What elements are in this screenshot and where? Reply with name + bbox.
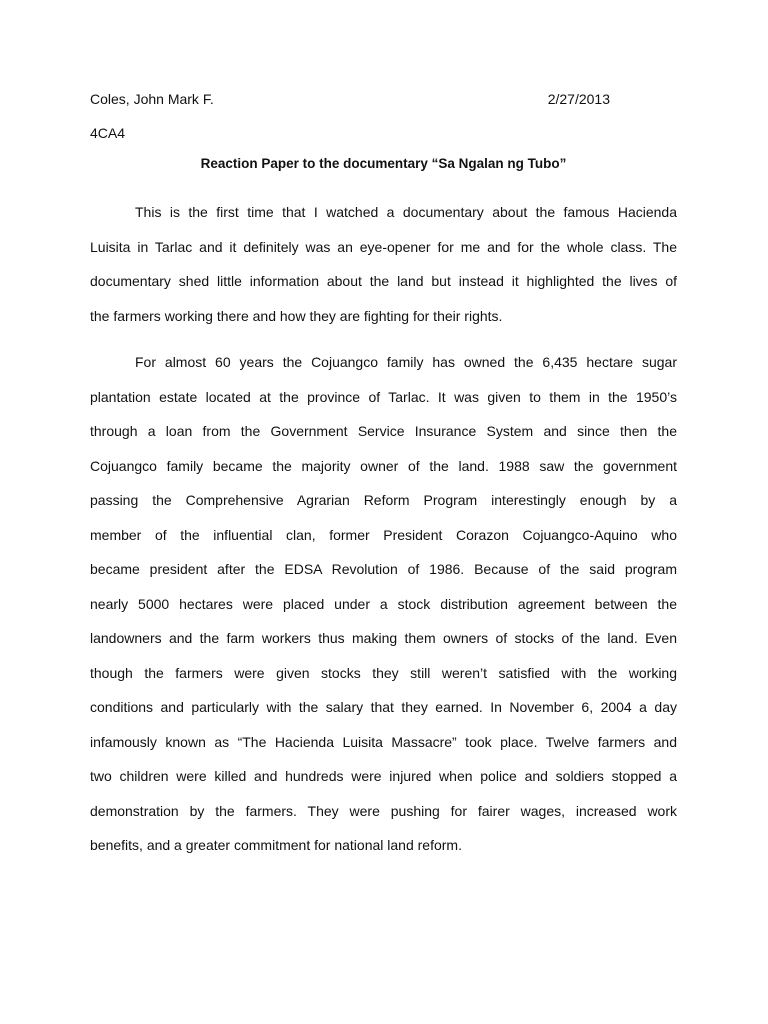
author-name: Coles, John Mark F. (90, 91, 214, 107)
paragraph-line: conditions and particularly with the salary that they earned. In November 6, 2004 a day (90, 699, 677, 715)
paragraph-2 (90, 352, 677, 870)
paragraph-line: though the farmers were given stocks they still weren’t satisfied with the working (90, 664, 677, 681)
paragraph-line: landowners and the farm workers thus making them owners of stocks of the land. Even (90, 630, 677, 646)
paragraph-line: benefits, and a greater commitment for national land reform. (90, 837, 462, 853)
paragraph-line: For almost 60 years the Cojuangco family has owned the 6,435 hectare sugar (135, 354, 677, 370)
paragraph-line: the farmers working there and how they are fighting for their rights. (90, 307, 503, 324)
paragraph-1 (90, 202, 677, 340)
header-row (90, 89, 610, 109)
paragraph-line: passing the Comprehensive Agrarian Reform Program interestingly enough by a (90, 492, 677, 508)
paragraph-line: demonstration by the farmers. They were pushing for fairer wages, increased work (90, 802, 677, 819)
paragraph-line: plantation estate located at the province of Tarlac. It was given to them in the 1950’s (90, 388, 677, 405)
paragraph-line: member of the influential clan, former President Corazon Cojuangco-Aquino who (90, 526, 677, 543)
paragraph-line: nearly 5000 hectares were placed under a stock distribution agreement between the (90, 595, 677, 612)
paragraph-line: through a loan from the Government Service Insurance System and since then the (90, 423, 677, 439)
document-title: Reaction Paper to the documentary “Sa Ngalan ng Tubo” (200, 156, 567, 171)
paragraph-line: Luisita in Tarlac and it definitely was an eye-opener for me and for the whole class. The (90, 238, 677, 255)
document-date: 2/27/2013 (547, 91, 610, 107)
paragraph-line: two children were killed and hundreds were injured when police and soldiers stopped a (90, 768, 677, 784)
paragraph-line: This is the first time that I watched a documentary about the famous Hacienda (135, 204, 677, 220)
paragraph-line: Cojuangco family became the majority owner of the land. 1988 saw the government (90, 457, 677, 474)
paragraph-line: infamously known as “The Hacienda Luisita Massacre” took place. Twelve farmers and (90, 733, 677, 750)
paragraph-line: documentary shed little information about the land but instead it highlighted the lives of (90, 273, 677, 289)
section-code: 4CA4 (90, 125, 126, 141)
paragraph-line: became president after the EDSA Revolution of 1986. Because of the said program (90, 561, 677, 577)
